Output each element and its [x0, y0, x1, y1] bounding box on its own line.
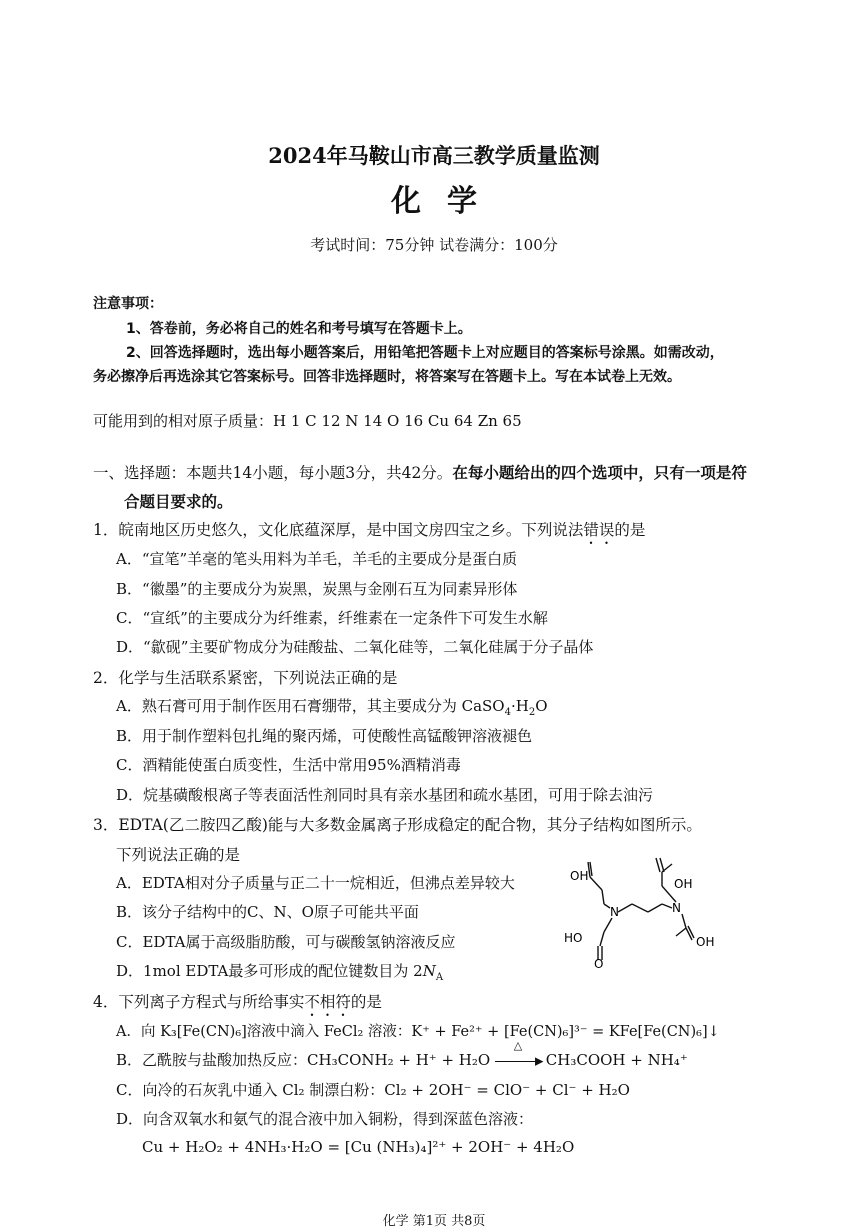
heat-symbol: △ [513, 1039, 523, 1052]
question-4-stem [93, 990, 382, 1020]
structure-ho: HO [564, 931, 583, 945]
structure-oh-3: OH [696, 935, 715, 949]
arrow-line [495, 1061, 535, 1062]
structure-o: O [594, 957, 604, 970]
question-2-option-a [116, 695, 548, 718]
question-1-stem [93, 518, 645, 548]
exam-meta: 考试时间：75分钟 试卷满分：100分 [310, 236, 558, 254]
question-4-option-b [116, 1039, 688, 1070]
question-3-option-c: C．EDTA属于高级脂肪酸，可与碳酸氢钠溶液反应 [116, 933, 456, 951]
question-3-option-d [116, 960, 443, 983]
page-footer: 化学 第1页 共8页 [382, 1214, 486, 1229]
question-4-option-a: A．向 K₃[Fe(CN)₆]溶液中滴入 FeCl₂ 溶液：K⁺ + Fe²⁺ + [Fe(CN)₆]³⁻ = KFe[Fe(CN)₆]↓ [116, 1024, 720, 1040]
note-item-1: 1、答卷前，务必将自己的姓名和考号填写在答题卡上。 [126, 321, 472, 337]
subscript: 4 [504, 707, 511, 718]
structure-oh-2: OH [674, 877, 693, 891]
note-item-2-line-1: 2、回答选择题时，选出每小题答案后，用铅笔把答题卡上对应题目的答案标号涂黑。如需改动， [126, 345, 724, 361]
question-2-option-a-end: O [535, 697, 548, 715]
question-1-stem-end: 的是 [614, 521, 646, 539]
question-1-option-a: A．“宣笔”羊毫的笔头用料为羊毛，羊毛的主要成分是蛋白质 [116, 550, 518, 568]
question-3-stem-line-2: 下列说法正确的是 [116, 846, 241, 864]
section-1-heading [93, 461, 747, 483]
question-4-option-b-right: CH₃COOH + NH₄⁺ [545, 1051, 688, 1069]
subscript: A [435, 972, 444, 983]
exam-title: 2024年马鞍山市高三教学质量监测 [268, 143, 600, 168]
question-2-option-d: D．烷基磺酸根离子等表面活性剂同时具有亲水基团和疏水基团，可用于除去油污 [116, 786, 654, 804]
question-2-option-a-tail: ·H [510, 697, 529, 715]
question-4-option-d: D．向含双氧水和氨气的混合液中加入铜粉，得到深蓝色溶液： [116, 1110, 534, 1128]
question-1-stem-text: 1．皖南地区历史悠久，文化底蕴深厚，是中国文房四宝之乡。下列说法 [93, 521, 584, 539]
atomic-masses: 可能用到的相对原子质量：H 1 C 12 N 14 O 16 Cu 64 Zn 65 [93, 412, 522, 430]
heat-arrow [495, 1039, 544, 1069]
section-1-heading-line-2: 合题目要求的。 [124, 492, 233, 511]
note-item-2-line-2: 务必擦净后再选涂其它答案标号。回答非选择题时，将答案写在答题卡上。写在本试卷上无效。 [93, 369, 681, 385]
avogadro-symbol: N [422, 962, 436, 980]
question-1-keyword: 错误 [583, 521, 615, 539]
question-1-option-c: C．“宣纸”的主要成分为纤维素，纤维素在一定条件下可发生水解 [116, 609, 548, 627]
question-4-stem-text: 4．下列离子方程式与所给事实 [93, 993, 305, 1011]
question-4-keyword: 不相符 [304, 993, 351, 1011]
question-4-stem-end: 的是 [350, 993, 382, 1011]
arrow-head-icon: ▶ [534, 1054, 544, 1068]
question-4-option-c: C．向冷的石灰乳中通入 Cl₂ 制漂白粉：Cl₂ + 2OH⁻ = ClO⁻ + Cl⁻ + H₂O [116, 1081, 630, 1099]
question-1-option-d: D．“歙砚”主要矿物成分为硅酸盐、二氧化硅等，二氧化硅属于分子晶体 [116, 638, 594, 656]
section-1-rule: 在每小题给出的四个选项中，只有一项是符 [452, 463, 747, 482]
edta-structure-diagram [560, 850, 740, 970]
question-3-option-a: A．EDTA相对分子质量与正二十一烷相近，但沸点差异较大 [116, 874, 515, 892]
subject-title: 化学 [391, 184, 503, 219]
question-1-option-b: B．“徽墨”的主要成分为炭黑，炭黑与金刚石互为同素异形体 [116, 580, 518, 598]
question-2-option-b: B．用于制作塑料包扎绳的聚丙烯，可使酸性高锰酸钾溶液褪色 [116, 727, 533, 745]
section-1-instructions: 一、选择题：本题共14小题，每小题3分，共42分。 [93, 464, 453, 482]
subscript: 2 [528, 707, 536, 718]
question-2-option-c: C．酒精能使蛋白质变性，生活中常用95%酒精消毒 [116, 756, 461, 774]
question-2-option-a-text: A．熟石膏可用于制作医用石膏绷带，其主要成分为 CaSO [116, 697, 505, 715]
notes-heading: 注意事项： [93, 296, 163, 312]
question-4-option-b-left: B．乙酰胺与盐酸加热反应：CH₃CONH₂ + H⁺ + H₂O [116, 1051, 491, 1069]
question-2-stem: 2．化学与生活联系紧密，下列说法正确的是 [93, 669, 398, 687]
question-3-option-d-text: D．1mol EDTA最多可形成的配位键数目为 2 [116, 962, 423, 980]
question-4-option-d-equation: Cu + H₂O₂ + 4NH₃·H₂O = [Cu (NH₃)₄]²⁺ + 2OH⁻ + 4H₂O [142, 1138, 575, 1156]
structure-oh-1: OH [570, 869, 589, 883]
question-3-option-b: B．该分子结构中的C、N、O原子可能共平面 [116, 903, 419, 921]
question-3-stem: 3．EDTA(乙二胺四乙酸)能与大多数金属离子形成稳定的配合物，其分子结构如图所示。 [93, 816, 702, 834]
structure-n-1: N [610, 905, 619, 919]
structure-n-2: N [672, 901, 681, 915]
